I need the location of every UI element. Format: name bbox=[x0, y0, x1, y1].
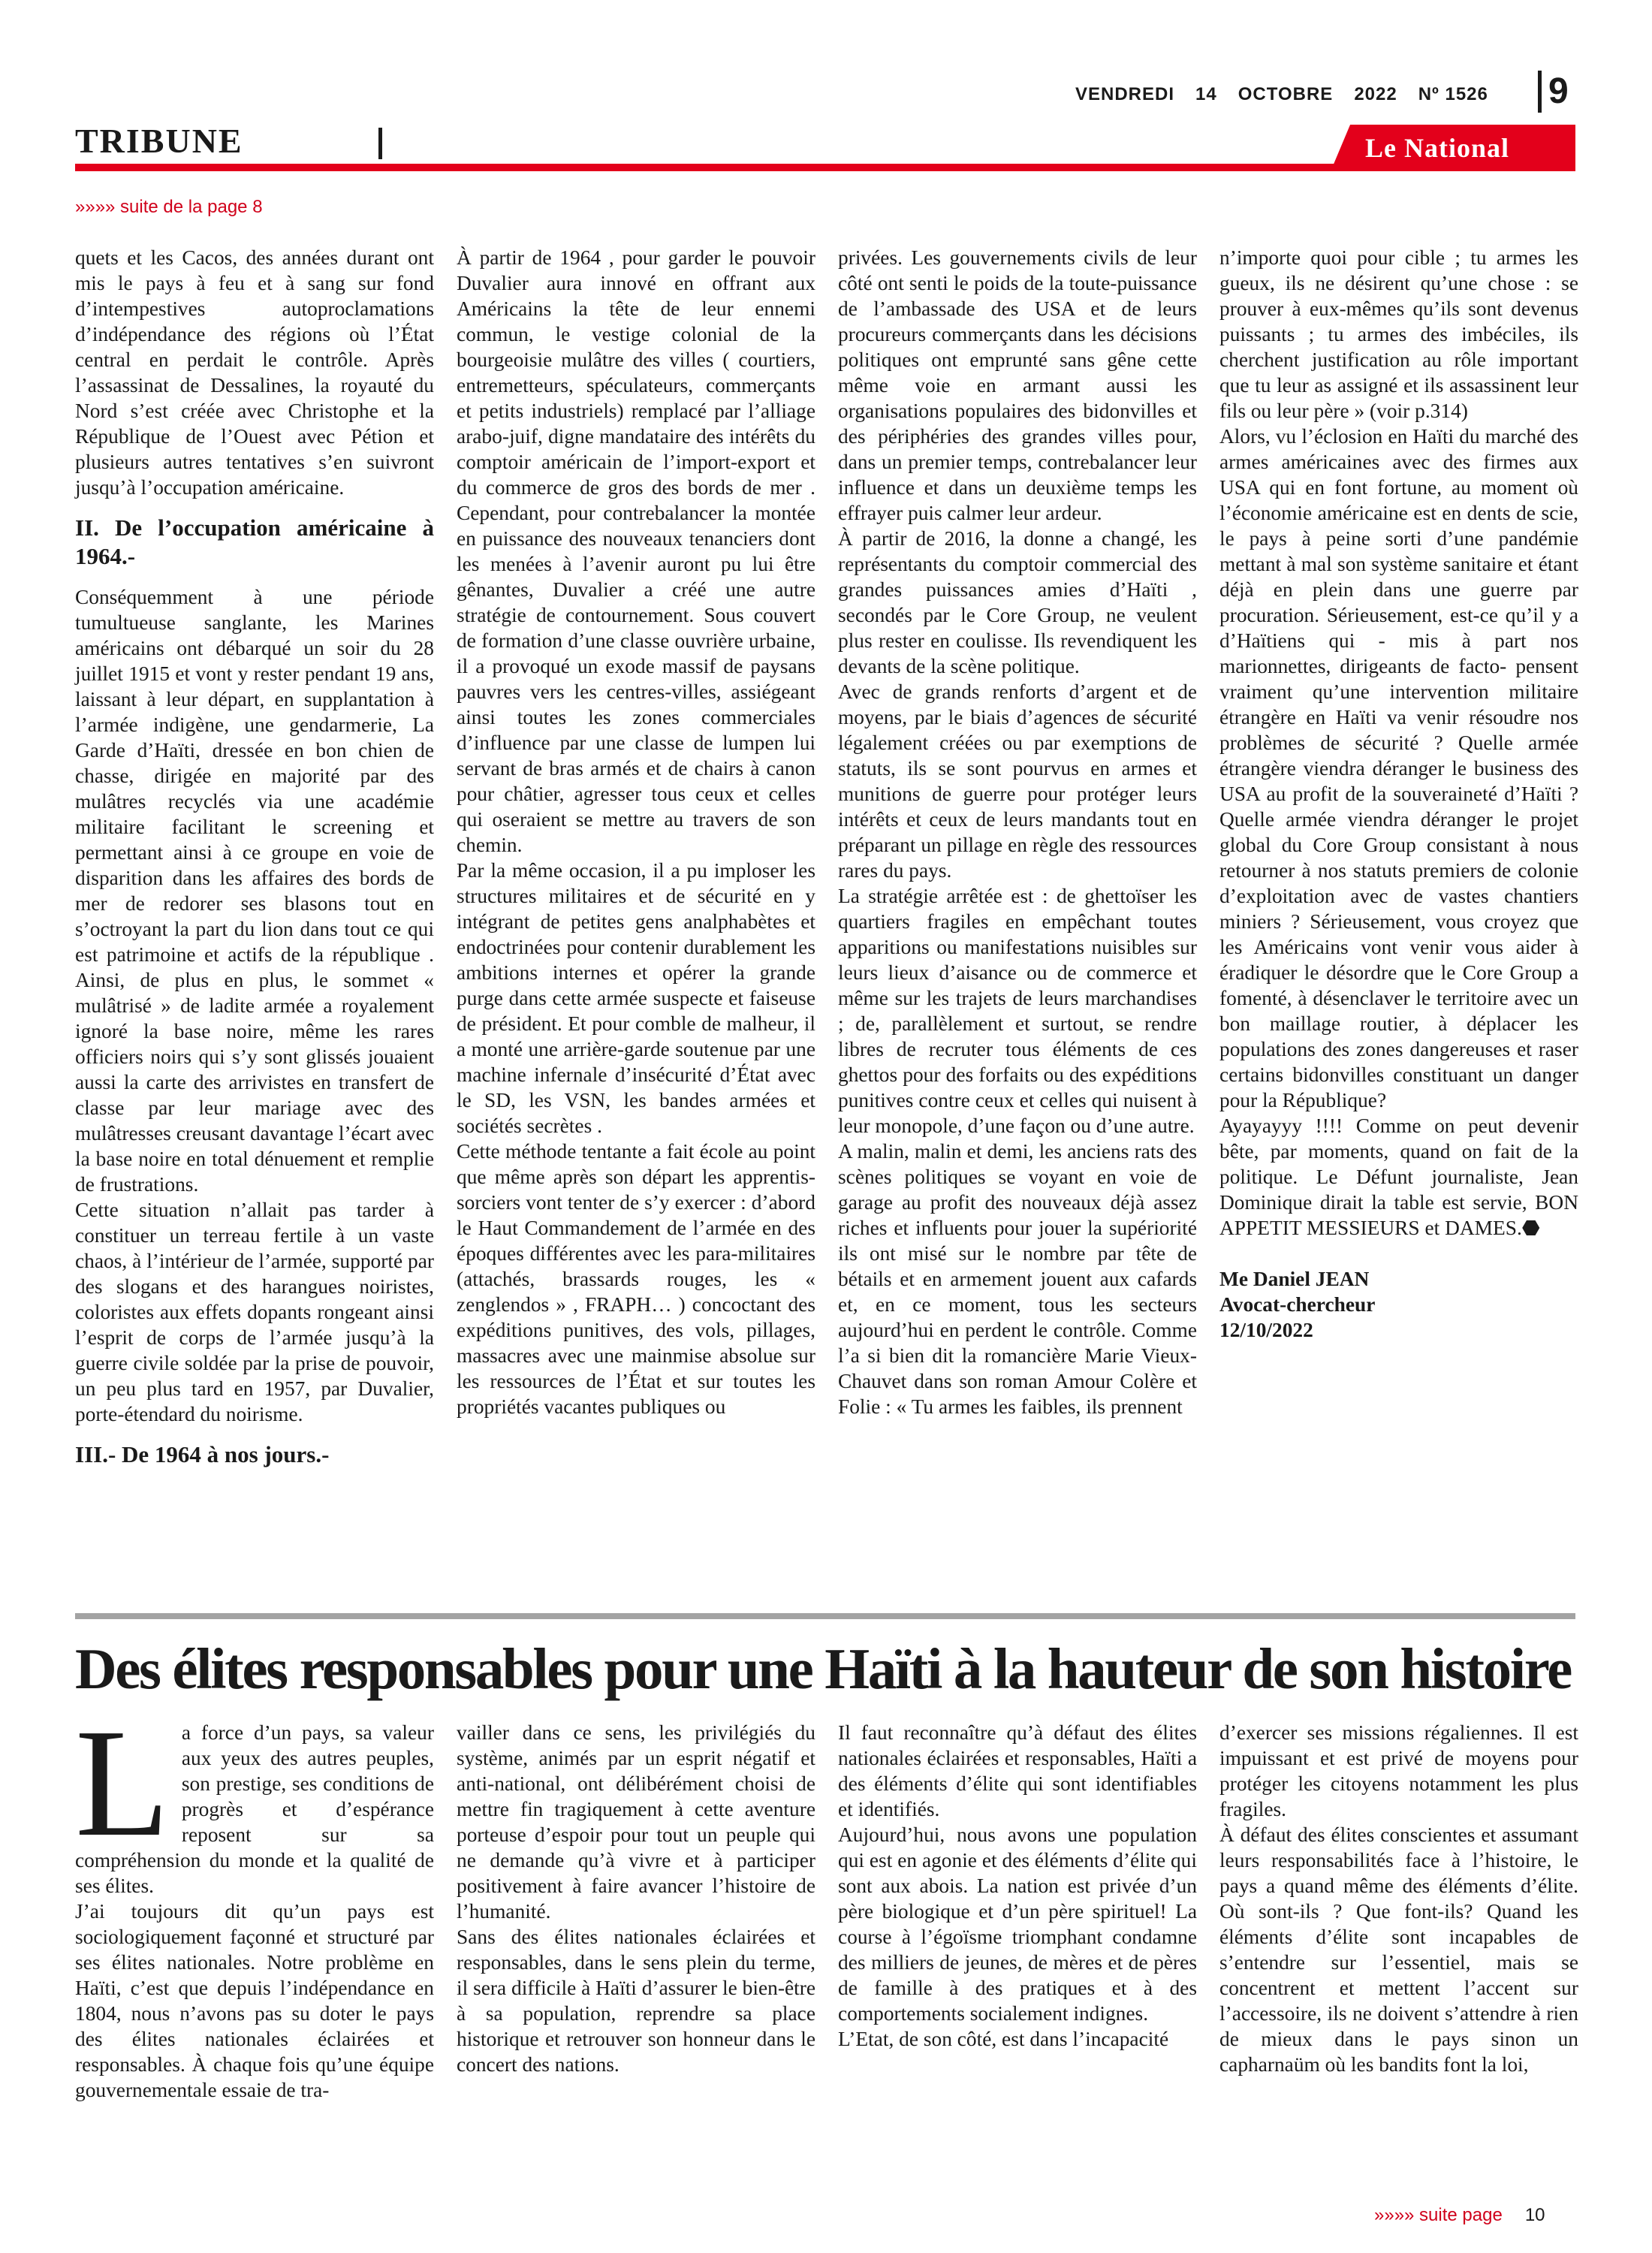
paragraph: Sans des élites nationales éclairées et responsables, dans le sens plein du terme, il sera difficile à Haïti d’assurer le bien-être à sa population, reprendre sa place historique et retrouver son honneur dans le concert des nations. bbox=[457, 1926, 815, 2076]
paragraph: n’importe quoi pour cible ; tu armes les gueux, ils ne désirent qu’une chose : se prouver à eux-mêmes qu’ils sont devenus puissants ; tu armes des imbéciles, ils cherchent justification au rôle important que tu leur as assigné et ils assassinent leur fils ou leur père » (voir p.314) bbox=[1219, 246, 1578, 422]
article2-column-2 bbox=[457, 1720, 815, 2077]
article-divider bbox=[75, 1613, 1575, 1619]
date-month: OCTOBRE bbox=[1237, 84, 1334, 104]
author-title: Avocat-chercheur bbox=[1219, 1293, 1376, 1316]
paragraph: Il faut reconnaître qu’à défaut des élites nationales éclairées et responsables, Haïti a des éléments d’élite qui sont identifiables et identifiés. bbox=[838, 1721, 1197, 1820]
article-column-3 bbox=[838, 245, 1197, 1419]
paragraph: Alors, vu l’éclosion en Haïti du marché des armes américaines avec des firmes aux USA qui en font fortune, au moment où l’économie américaine est en dents de scie, le pays à peine sorti d’une pandémie mettant à mal son système sanitaire et étant déjà en plein dans une guerre par procuration. Sérieusement, est-ce qu’il y a d’Haïtiens qui - mis à part nos marionnettes, dirigeants de facto- pensent vraiment qu’une intervention militaire étrangère en Haïti va venir résoudre nos problèmes de sécurité ? Quelle armée étrangère viendra déranger le business des USA au profit de la souveraineté d’Haïti ? Quelle armée viendra déranger le projet global du Core Group consistant à nous retourner à nos statuts premiers de colonie d’exploitation avec de vastes chantiers miniers ? Sérieusement, vous croyez que les Américains vont venir vous aider à éradiquer le désordre que le Core Group a fomenté, à désenclaver le territoire avec un bon maillage routier, à déplacer les populations des zones dangereuses et raser certains bidonvilles constituant un danger pour la République? bbox=[1219, 425, 1578, 1111]
author-signature bbox=[1219, 1266, 1578, 1343]
section-divider bbox=[378, 128, 382, 159]
paragraph: Conséquemment à une période tumultueuse sanglante, les Marines américains ont débarqué un soir du 28 juillet 1915 et vont y rester pendant 19 ans, laissant à leur départ, en supplantation à l’armée indigène, une gendarmerie, La Garde d’Haïti, dressée en bon chien de chasse, dirigée en majorité par des mulâtres recyclés via une académie militaire facilitant le screening et permettant ainsi à ce groupe en voie de disparition dans les affaires des bords de mer de redorer ses blasons tout en s’octroyant la part du lion dans tout ce qui est patrimoine et actifs de la république . Ainsi, de plus en plus, le sommet « mulâtrisé » de ladite armée a royalement ignoré la base noire, même les rares officiers noirs qui s’y sont glissés jouaient aussi la carte des arrivistes en transfert de classe par leur mariage avec des mulâtresses creusant davantage l’écart avec la base noire en total dénuement et remplie de frustrations. bbox=[75, 586, 434, 1196]
paragraph bbox=[75, 1697, 434, 1899]
paragraph: d’exercer ses missions régaliennes. Il est impuissant et est privé de moyens pour protéger les citoyens notamment les plus fragiles. bbox=[1219, 1721, 1578, 1820]
date-number: 14 bbox=[1195, 84, 1217, 104]
paragraph: La stratégie arrêtée est : de ghettoïser les quartiers fragiles en empêchant toutes apparitions ou manifestations nuisibles sur leurs lieux d’aisance ou de commerce et même sur les trajets de leurs marchandises ; de, parallèlement et surtout, se rendre libres de recruter tous éléments de ces ghettos pour des forfaits ou des expéditions punitives contre ceux et celles qui nuisent à leur monopole, d’une façon ou d’une autre. bbox=[838, 885, 1197, 1137]
subheading: II. De l’occupation américaine à 1964.- bbox=[75, 514, 434, 569]
paragraph-text: a force d’un pays, sa valeur aux yeux des autres peuples, son prestige, ses conditions de progrès et d’espérance reposent sur sa compréhension du monde et la qualité de ses élites. bbox=[75, 1721, 434, 1897]
paragraph: A malin, malin et demi, les anciens rats des scènes politiques se voyant en voie de garage au profit des nouveaux déjà assez riches et influents pour jouer la supériorité ils ont misé sur le nombre par tête de bétails et en armement jouent aux cafards et, en ce moment, tous les secteurs aujourd’hui en perdent le contrôle. Comme l’a si bien dit la romancière Marie Vieux-Chauvet dans son roman Amour Colère et Folie : « Tu armes les faibles, ils prennent bbox=[838, 1140, 1197, 1418]
paragraph: Avec de grands renforts d’argent et de moyens, par le biais d’agences de sécurité légalement créées ou par exemptions de statuts, ils se sont pourvus en armes et munitions de guerre pour protéger leurs intérêts et ceux de leurs mandants tout en préparant un pillage en règle des ressources rares du pays. bbox=[838, 680, 1197, 882]
paragraph: Aujourd’hui, nous avons une population qui est en agonie et des éléments d’élite qui sont aux abois. La nation est privée d’un père biologique et d’un père spirituel! La course à l’égoïsme triomphant condamne des milliers de jeunes, de mères et de pères de famille à des pratiques et à des comportements socialement indignes. bbox=[838, 1823, 1197, 2025]
date-year: 2022 bbox=[1354, 84, 1397, 104]
paragraph: Cette situation n’allait pas tarder à constituer un terreau fertile à un vaste chaos, à l’intérieur de l’armée, supporté par des slogans et des harangues noiristes, coloristes aux effets dopants rongeant ainsi l’esprit de corps de l’armée jusqu’à la guerre civile soldée par la prise de pouvoir, un peu plus tard en 1957, par Duvalier, porte-étendard du noirisme. bbox=[75, 1199, 434, 1425]
article-column-2 bbox=[457, 245, 815, 1419]
section-title: TRIBUNE bbox=[75, 122, 243, 160]
paragraph: vailler dans ce sens, les privilégiés du système, animés par un esprit négatif et anti-national, ont délibérément choisi de mettre fin tragiquement à cette aventure porteuse d’espoir pour tout un peuple qui ne demande qu’à vivre et à participer positivement à faire avancer l’histoire de l’humanité. bbox=[457, 1721, 815, 1923]
paragraph: J’ai toujours dit qu’un pays est sociologiquement façonné et structuré par ses élites nationales. Notre problème en Haïti, c’est que depuis l’indépendance en 1804, nous n’avons pas su doter le pays des élites nationales éclairées et responsables. À chaque fois qu’une équipe gouvernementale essaie de tra- bbox=[75, 1900, 434, 2101]
article2-column-3 bbox=[838, 1720, 1197, 2052]
continued-label: »»»» suite page bbox=[1374, 2205, 1503, 2225]
continued-from: »»»» suite de la page 8 bbox=[75, 197, 263, 217]
header-divider bbox=[1538, 71, 1542, 113]
issue-date bbox=[1075, 84, 1533, 105]
article-column-1 bbox=[75, 245, 434, 1482]
date-day: VENDREDI bbox=[1075, 84, 1175, 104]
paragraph: À partir de 2016, la donne a changé, les représentants du comptoir commercial des grandes puissances amies d’Haïti , secondés par le Core Group, ne veulent plus rester en coulisse. Ils revendiquent les devants de la scène politique. bbox=[838, 527, 1197, 677]
paragraph: privées. Les gouvernements civils de leur côté ont senti le poids de la toute-puissance de l’ambassade des USA et de leurs procureurs commerçants dans les décisions politiques ont emprunté sans gêne cette même voie en armant aussi les organisations populaires des bidonvilles et des périphéries des grandes villes pour, dans un premier temps, contrebalancer leur influence et dans un deuxième temps les effrayer puis calmer leur ardeur. bbox=[838, 246, 1197, 524]
article2-column-4 bbox=[1219, 1720, 1578, 2077]
brand-name: Le National bbox=[1365, 133, 1510, 163]
article2-column-1 bbox=[75, 1697, 434, 2103]
article-column-4 bbox=[1219, 245, 1578, 1343]
paragraph: À partir de 1964 , pour garder le pouvoir Duvalier aura innové en offrant aux Américains la tête de leur ennemi commun, le vestige colonial de la bourgeoisie mulâtre des villes ( courtiers, entremetteurs, spéculateurs, commerçants et petits industriels) remplacé par l’alliage arabo-juif, digne mandataire des intérêts du comptoir américain de l’import-export et du commerce de gros des bords de mer . Cependant, pour contrebalancer la montée en puissance des nouveaux tenanciers dont les menées à l’avenir auront pu lui être gênantes, Duvalier a créé une autre stratégie de contournement. Sous couvert de formation d’une classe ouvrière urbaine, il a provoqué un exode massif de paysans pauvres vers les centres-villes, assiégeant ainsi toutes les zones commerciales d’influence par une classe de lumpen lui servant de bras armés et de chairs à canon pour châtier, agresser tous ceux et celles qui oseraient se mettre au travers de son chemin. bbox=[457, 246, 815, 856]
page-number: 9 bbox=[1548, 71, 1569, 111]
drop-cap: L bbox=[75, 1697, 170, 1868]
paragraph: Cette méthode tentante a fait école au point que même après son départ les apprentis-sorciers vont tenter de s’y exercer : d’abord le Haut Commandement de l’armée en des époques différentes avec les para-militaires (attachés, brassards rouges, les « zenglendos » , FRAPH… ) concoctant des expéditions punitives, des vols, pillages, massacres avec une mainmise absolue sur les ressources de l’État et sur toutes les propriétés vacantes publiques ou bbox=[457, 1140, 815, 1418]
paragraph: quets et les Cacos, des années durant ont mis le pays à feu et à sang sur fond d’intempestives autoproclamations d’indépendance des régions où l’État central en perdait le contrôle. Après l’assassinat de Dessalines, la royauté du Nord s’est créée avec Christophe et la République de l’Ouest avec Pétion et plusieurs autres tentatives s’en suivront jusqu’à l’occupation américaine. bbox=[75, 246, 434, 499]
paragraph: Ayayayyy !!!! Comme on peut devenir bête, par moments, quand on fait de la politique. Le Défunt journaliste, Jean Dominique dirait la table est servie, BON APPETIT MESSIEURS et DAMES.⬣ bbox=[1219, 1114, 1578, 1239]
signature-date: 12/10/2022 bbox=[1219, 1319, 1313, 1341]
paragraph: Par la même occasion, il a pu imploser les structures militaires et de sécurité en y intégrant de petites gens analphabètes et endoctrinées pour contenir durablement les ambitions internes et opérer la grande purge dans cette armée suspecte et faiseuse de président. Et pour comble de malheur, il a monté une arrière-garde soutenue par une machine infernale d’insécurité d’État avec le SD, les VSN, les bandes armées et sociétés secrètes . bbox=[457, 859, 815, 1137]
author-name: Me Daniel JEAN bbox=[1219, 1268, 1370, 1290]
paragraph: À défaut des élites conscientes et assumant leurs responsabilités face à l’histoire, le pays a quand même des éléments d’élite. Où sont-ils ? Que font-ils? Quand les éléments d’élite sont incapables de s’entendre sur l’essentiel, mais se concentrent et mettent l’accent sur l’accessoire, ils ne doivent s’attendre à rien de mieux dans le pays sinon un capharnaüm où les bandits font la loi, bbox=[1219, 1823, 1578, 2076]
continued-page: 10 bbox=[1524, 2205, 1545, 2225]
continued-on bbox=[1374, 2205, 1545, 2226]
article-headline: Des élites responsables pour une Haïti à la hauteur de son histoire bbox=[75, 1636, 1571, 1701]
subheading: III.- De 1964 à nos jours.- bbox=[75, 1441, 330, 1467]
issue-number: Nº 1526 bbox=[1418, 84, 1488, 104]
paragraph: L’Etat, de son côté, est dans l’incapacité bbox=[838, 2028, 1169, 2050]
